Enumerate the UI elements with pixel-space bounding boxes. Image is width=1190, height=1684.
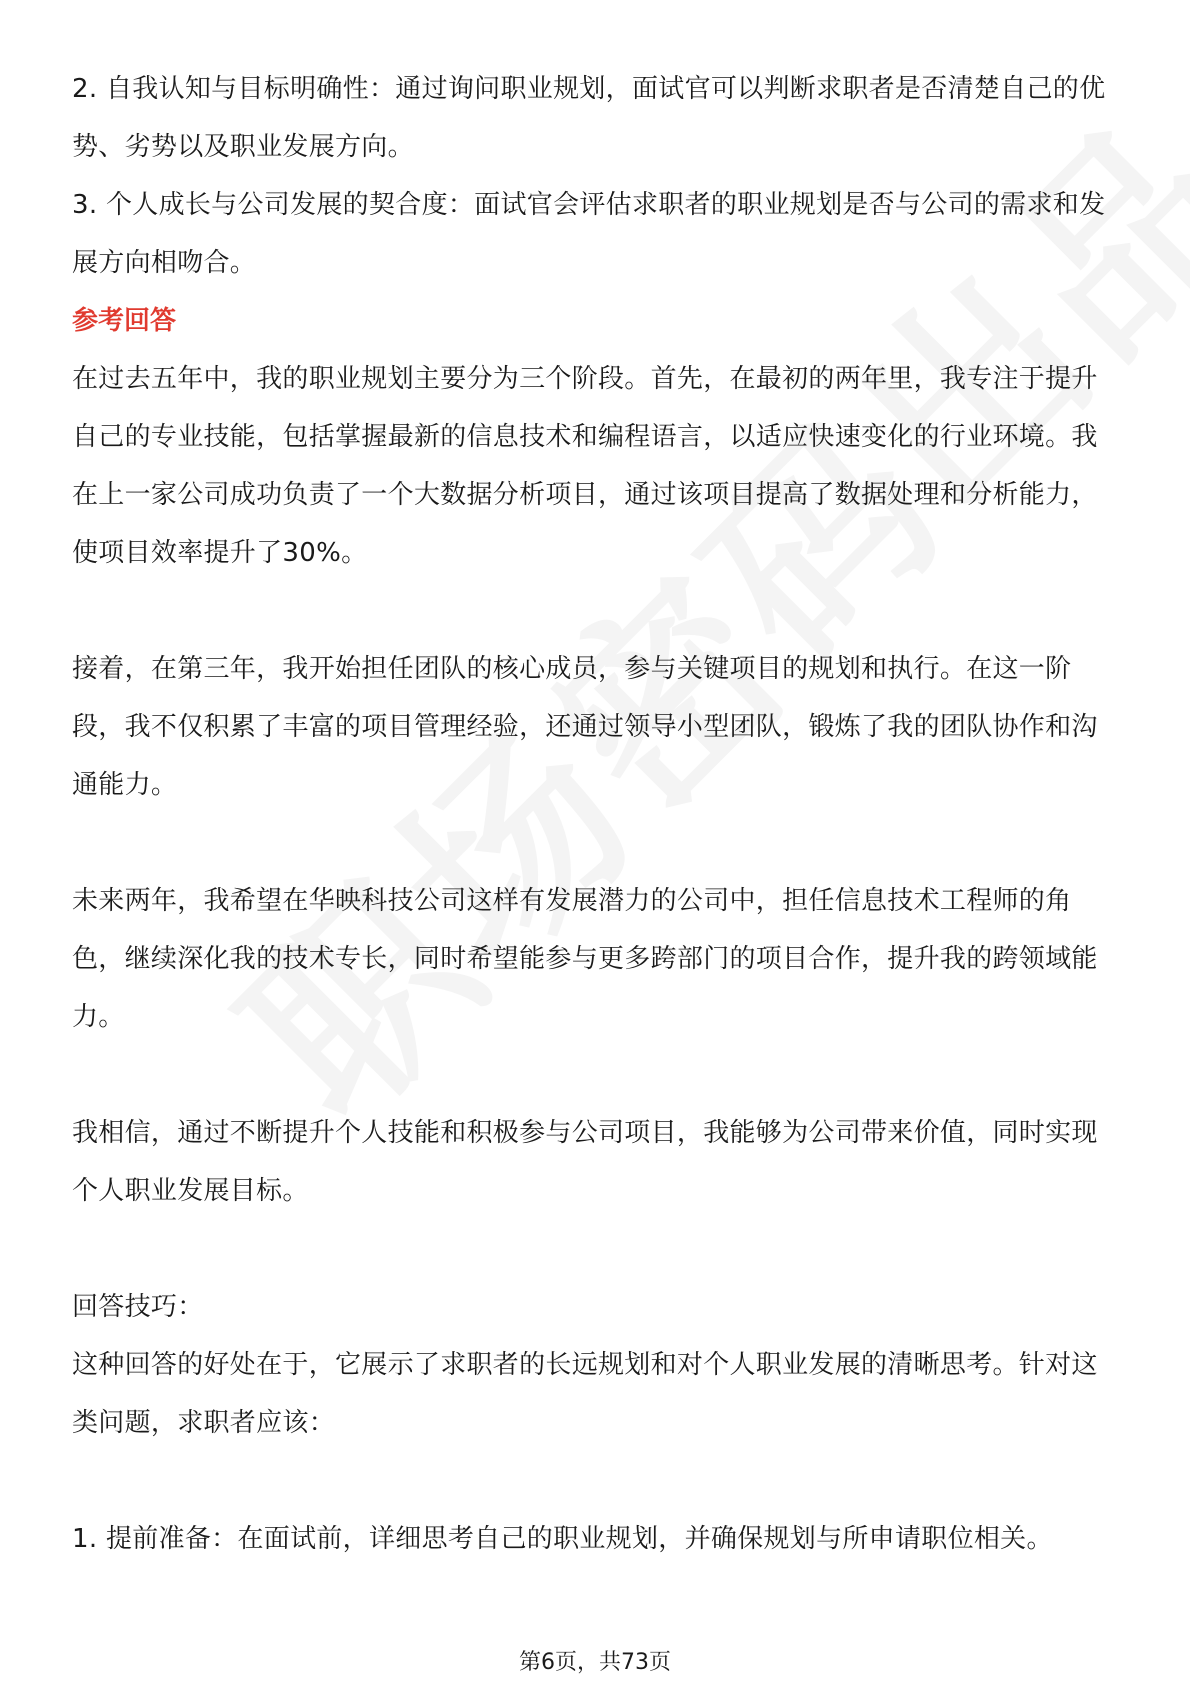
point-3-paragraph: 3. 个人成长与公司发展的契合度：面试官会评估求职者的职业规划是否与公司的需求和发展方向相吻合。 xyxy=(72,190,1106,278)
page-number: 第6页，共73页 xyxy=(519,1650,671,1675)
spacer xyxy=(72,1220,1122,1278)
spacer xyxy=(72,814,1122,872)
tips-paragraph: 这种回答的好处在于，它展示了求职者的长远规划和对个人职业发展的清晰思考。针对这类问题，求职者应该： xyxy=(72,1350,1098,1438)
point-2-paragraph: 2. 自我认知与目标明确性：通过询问职业规划，面试官可以判断求职者是否清楚自己的优势、劣势以及职业发展方向。 xyxy=(72,74,1106,162)
answer-paragraph-4: 我相信，通过不断提升个人技能和积极参与公司项目，我能够为公司带来价值，同时实现个人职业发展目标。 xyxy=(72,1118,1098,1206)
document-body xyxy=(72,60,1122,1568)
answer-paragraph-2: 接着，在第三年，我开始担任团队的核心成员，参与关键项目的规划和执行。在这一阶段，我不仅积累了丰富的项目管理经验，还通过领导小型团队，锻炼了我的团队协作和沟通能力。 xyxy=(72,654,1098,800)
answer-paragraph-3: 未来两年，我希望在华映科技公司这样有发展潜力的公司中，担任信息技术工程师的角色，继续深化我的技术专长，同时希望能参与更多跨部门的项目合作，提升我的跨领域能力。 xyxy=(72,886,1098,1032)
spacer xyxy=(72,1046,1122,1104)
answer-paragraph-1: 在过去五年中，我的职业规划主要分为三个阶段。首先，在最初的两年里，我专注于提升自己的专业技能，包括掌握最新的信息技术和编程语言，以适应快速变化的行业环境。我在上一家公司成功负责了一个大数据分析项目，通过该项目提高了数据处理和分析能力，使项目效率提升了30%。 xyxy=(72,364,1098,568)
reference-answer-heading: 参考回答 xyxy=(72,306,177,336)
spacer xyxy=(72,1452,1122,1510)
tip-1-paragraph: 1. 提前准备：在面试前，详细思考自己的职业规划，并确保规划与所申请职位相关。 xyxy=(72,1524,1053,1554)
tips-label: 回答技巧： xyxy=(72,1292,204,1322)
spacer xyxy=(72,582,1122,640)
